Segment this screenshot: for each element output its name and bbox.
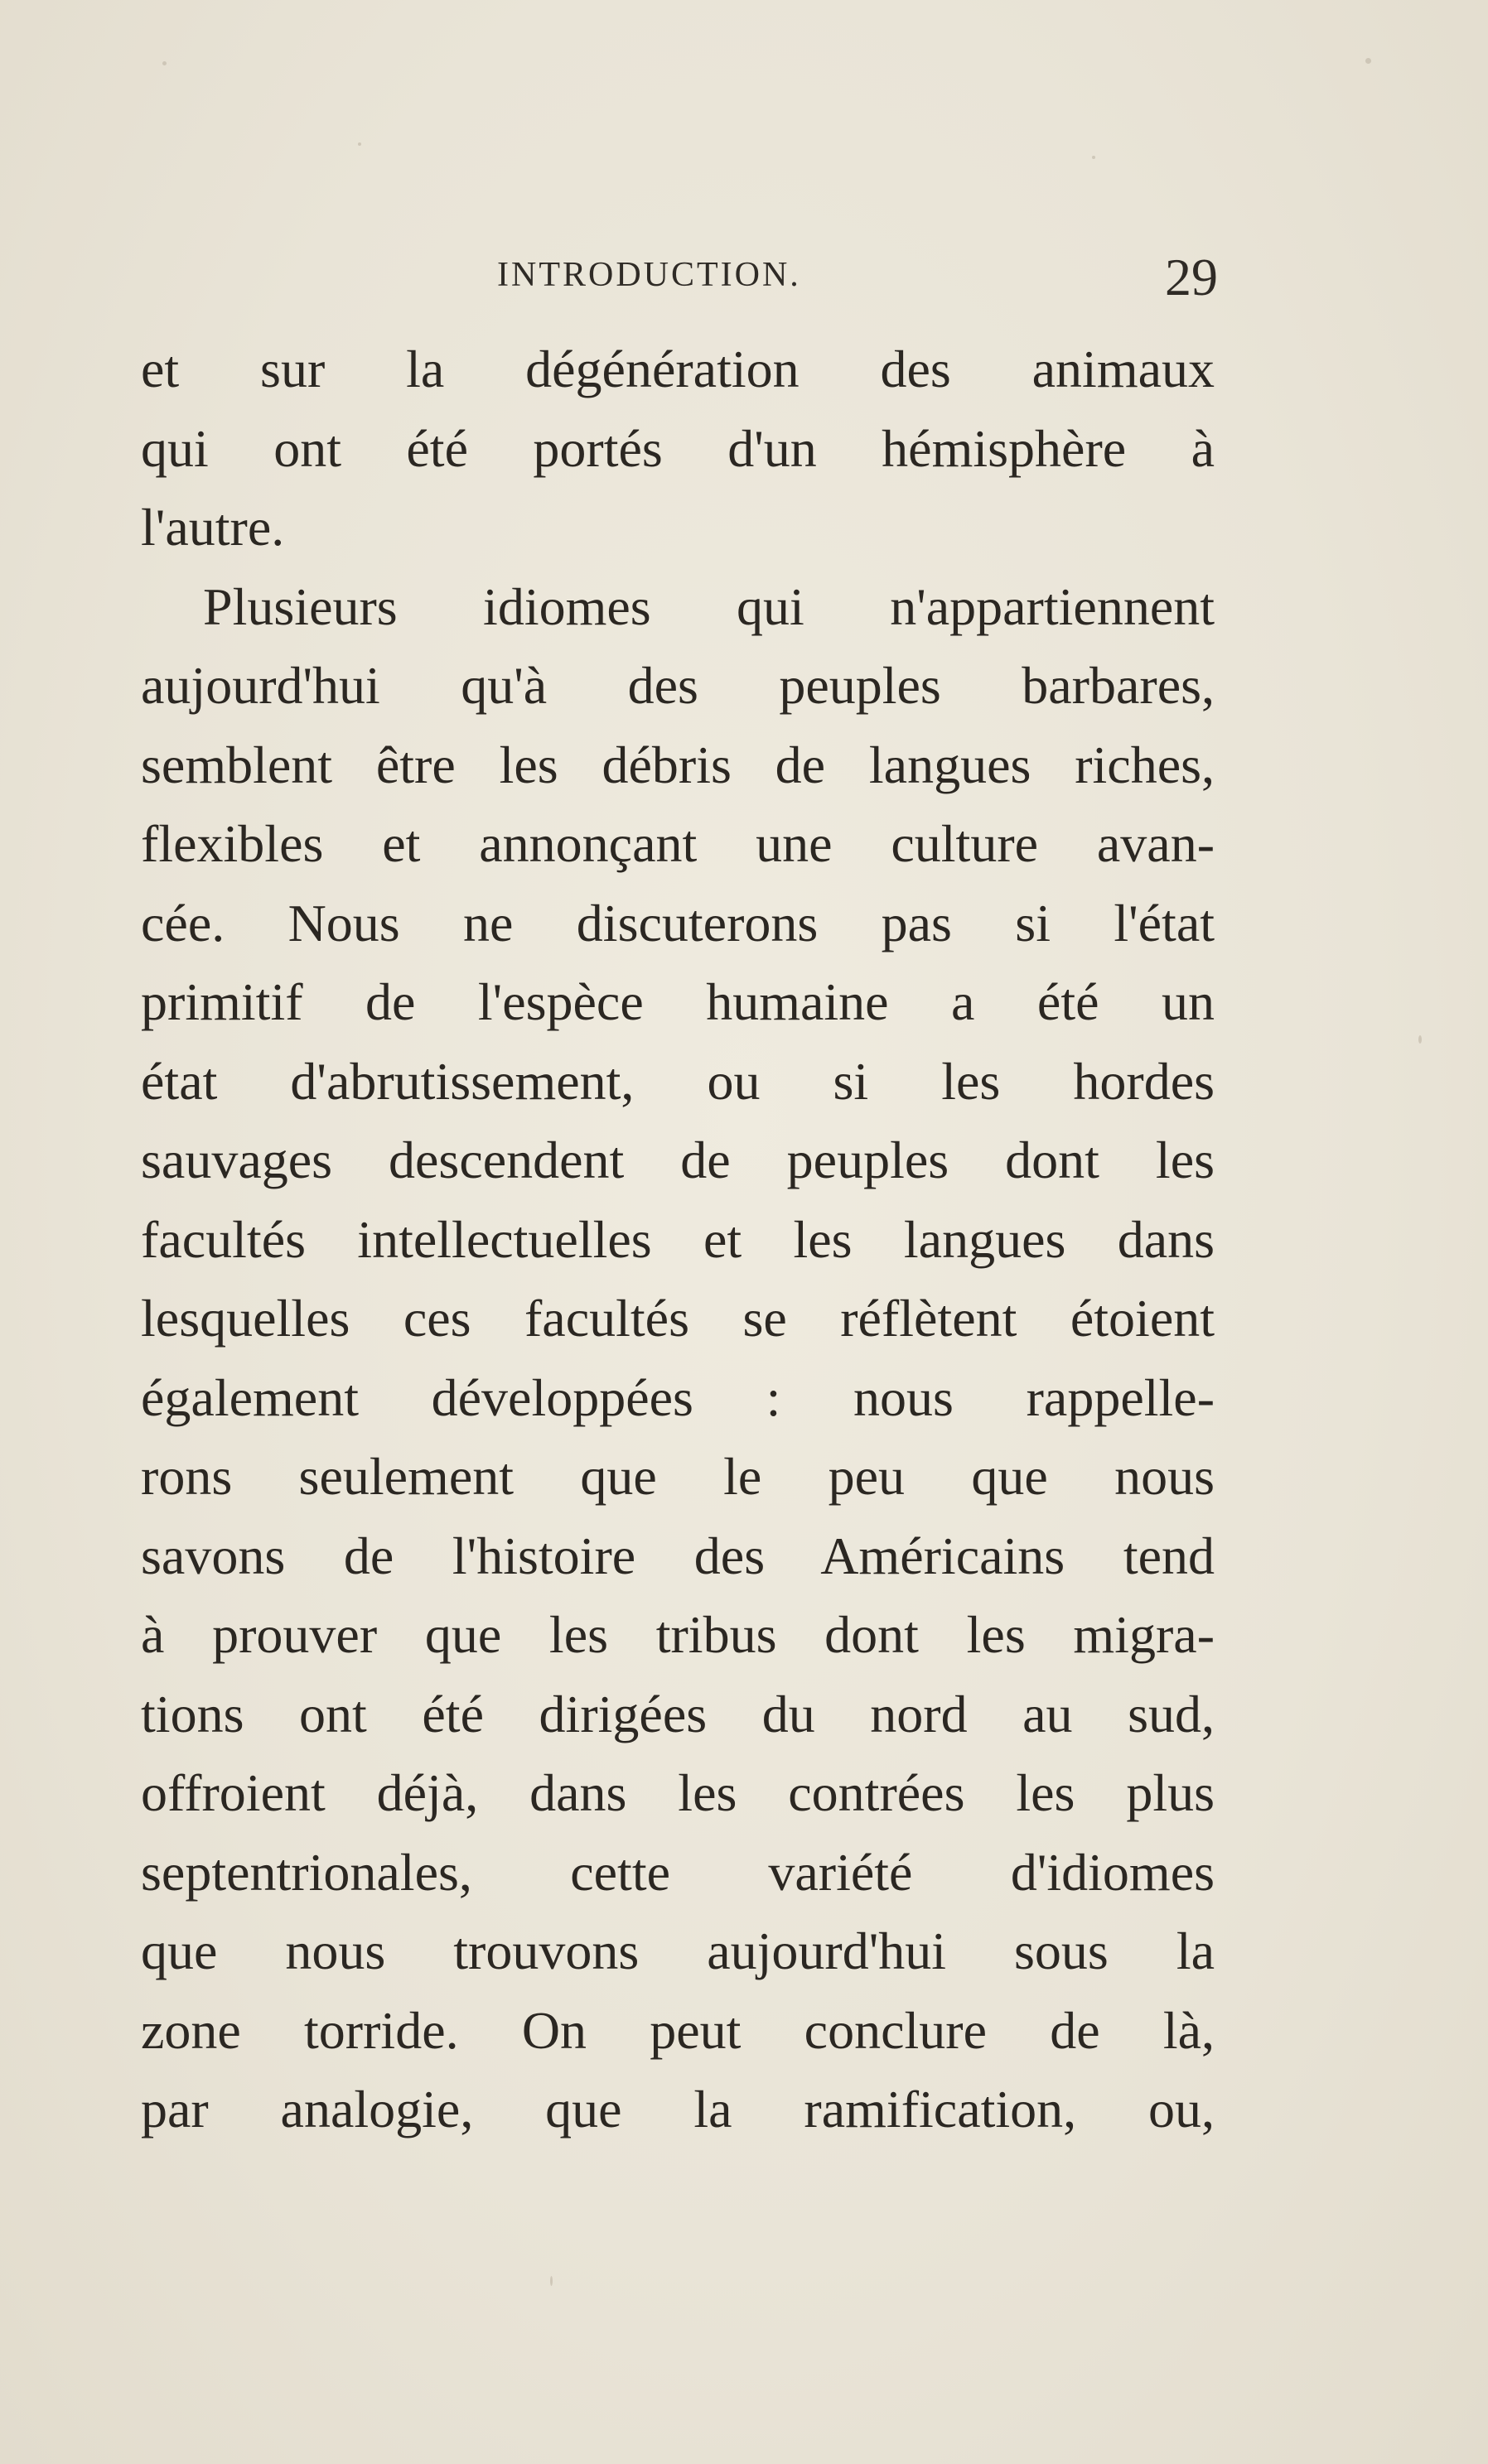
text-line: l'autre. [141,498,285,557]
paper-speck [162,61,167,65]
page-header [141,247,1218,305]
text-line: flexibles et annonçant une culture avan- [141,814,1215,873]
text-line: lesquelles ces facultés se réflètent étoient [141,1289,1215,1348]
running-head: INTRODUCTION. [497,256,801,294]
text-line: facultés intellectuelles et les langues dans [141,1209,1215,1269]
text-line: également développées : nous rappelle- [141,1367,1215,1427]
text-line: à prouver que les tribus dont les migra- [141,1605,1215,1664]
paper-speck [1365,58,1371,64]
text-line: tions ont été dirigées du nord au sud, [141,1684,1215,1743]
text-line: Plusieurs idiomes qui n'appartiennent [203,576,1215,636]
paper-speck [1418,1035,1422,1044]
text-line: et sur la dégénération des animaux [141,340,1215,398]
paper-speck [358,142,361,146]
text-line: zone torride. On peut conclure de là, [141,2000,1215,2060]
paper-speck [1092,156,1095,159]
text-line: cée. Nous ne discuterons pas si l'état [141,893,1215,952]
text-line: rons seulement que le peu que nous [141,1447,1215,1506]
paper-speck [550,2276,553,2286]
text-line: primitif de l'espèce humaine a été un [141,972,1215,1031]
text-line: par analogie, que la ramification, ou, [141,2080,1215,2139]
text-line: septentrionales, cette variété d'idiomes [141,1842,1215,1902]
text-line: savons de l'histoire des Américains tend [141,1526,1215,1585]
text-line: offroient déjà, dans les contrées les plus [141,1763,1215,1822]
text-line: sauvages descendent de peuples dont les [141,1131,1215,1189]
text-line: semblent être les débris de langues riches, [141,735,1215,794]
body-text [141,330,1215,2149]
text-line: état d'abrutissement, ou si les hordes [141,1051,1215,1111]
text-line: aujourd'hui qu'à des peuples barbares, [141,656,1215,715]
text-line: qui ont été portés d'un hémisphère à [141,418,1215,478]
text-line: que nous trouvons aujourd'hui sous la [141,1922,1215,1980]
page-number: 29 [1165,248,1218,306]
